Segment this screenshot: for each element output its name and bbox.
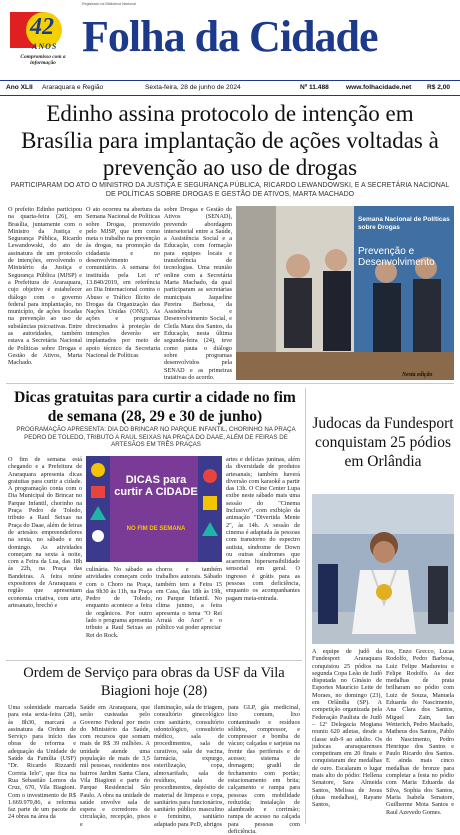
banner-title: Semana Nacional de Políticas sobre Drogas xyxy=(358,216,450,231)
edition-price: R$ 2,00 xyxy=(427,84,451,91)
banner-subtitle: Prevenção e Desenvolvimento xyxy=(358,246,435,268)
story2-column-3: choros e também trabalhos autorais. Sábado também tem a Feira 15 em Casa, das 18h às 19h, no Parque Infantil. No clima junino, a feira apresenta o tema "O Rei Arraiá do Ano" e o público vai poder apreciar xyxy=(156,566,222,632)
story3-column-2: tos, Enzo Grecco, Lucas Rodolfo, Pedro Barbosa, Luiz Felipe Madureira e Felipe Rodolfo. As dez medalhas de prata brilharam no pódio com Luiz de Souza, Manuela Eduarda do Nascimento, Ana Clara dos Santos, Miguel Zain, Ian Wetterich, Pedro Machado, Matheus dos Santos, Pablo do Nascimento, Pedro Henrique dos Santos e Paulo Ricardo dos Santos. E ainda mais cinco medalhas de bronze para completar a festa no pódio com Maria Eduarda da Silva, Sophia dos Santos, Maria Isabela Senatore, Guilherme Mota Santos e Raul Azevedo Gomes. xyxy=(386,648,454,816)
edition-number: Nº 11.488 xyxy=(300,84,329,91)
anniversary-badge xyxy=(6,8,76,78)
lead-headline: Edinho assina protocolo de intenção em Brasília para implantação de ações voltadas à prevenção ao uso de drogas xyxy=(21,101,439,180)
story4-column-1: Uma solenidade marcada para esta sexta-feira (28), às 8h30, marcará a assinatura da Ordem de Serviço para início das obras de reforma e adequação da Unidade de Saúde da Família (USF) "Dr. Ricardo Rizzardi Correia Ielo", que fica na Rua Sebastião Lemos da Cruz, 670, Vila Biagioni. Com o investimento de R$ 1.669.979,86, a reforma faz parte de um pacote de 24 obras na área da xyxy=(8,704,76,821)
badge-motto: Compromisso com a informação xyxy=(20,54,66,66)
story2-headline: Dicas gratuitas para curtir a cidade no fim de semana (28, 29 e 30 de junho) xyxy=(14,389,296,425)
edition-site[interactable]: www.folhacidade.net xyxy=(346,84,412,91)
edition-year: Ano XLII xyxy=(6,84,33,91)
badge-number: 42 xyxy=(30,14,54,40)
lead-subhead: PARTICIPARAM DO ATO O MINISTRO DA JUSTIÇA E SEGURANÇA PÚBLICA, RICARDO LEWANDOWSKI, E A SECRETÁRIA NACIONAL DE POLÍTICAS SOBRE DROGAS E GESTÃO DE ATIVOS, MARTA MACHADO xyxy=(10,182,450,198)
event-poster xyxy=(86,456,222,562)
lead-column-3: sobre Drogas e Gestão de Ativos (SENAD), prevendo abordagem intersetorial entre a Saúde, a Assistência Social e a Educação, com formação para equipes locais e transferência de tecnologias. Uma reunião online com a Secretária Marta Machado, da qual participaram as secretárias municipais Jaqueline Pereira Barbosa, da Assistência e Desenvolvimento Social, e Cleila Mara dos Santos, da Educação, nesta última segunda-feira (24), teve como pauta o diálogo sobre programas desenvolvidos pela SENAD e as primeiras tratativas do acordo. xyxy=(164,206,232,381)
story3-headline: Judocas da Fundesport conquistam 25 pódios em Orlândia xyxy=(312,415,454,470)
story2-column-1: O fim de semana está chegando e a Prefeitura de Araraquara apresenta dicas gratuitas para curtir a cidade. A programação conta com o Dia Municipal do Brincar no Parque Infantil, chorinho na Praça Pedro de Toledo, tributo a Raul Seixas na Praça do Daae, além de feiras de artesãos empreendedores na sexta, no sábado e no domingo. As atividades começam na sexta à noite, com a Feira da Lua, das 18h às 22h, na Praça das Bandeiras. A feira reúne expositores de Araraquara e região que apresentam economia criativa, com arte, artesanato, brechó e xyxy=(8,456,82,609)
story3-column-1: A equipe de judô da Fundesport Araraquara conquistou 25 pódios na segunda Copa Leão de Judô disputada no Ginásio de Esportes Maurício Leite de Moraes, no domingo (23), em Orlândia (SP). A competição organizada pela Federação Paulista de Judô – 12ª Delegacia Mogiana reuniu 620 atletas, desde a classe sub-9 ao adulto. Os judocas araraquarenses competiram em 20 finais e conquistaram dez medalhas de ouro. Escalaram o lugar mais alto do pódio: Hellena Senatore, Sara Almeida Santos, Melissa de Jesus (duas medalhas), Rayane Santos, xyxy=(312,648,382,809)
edition-region: Araraquara e Região xyxy=(42,84,104,91)
poster-subtitle: NO FIM DE SEMANA xyxy=(126,526,186,532)
judo-photo-illustration xyxy=(312,494,454,644)
story4-column-2: Saúde em Araraquara, que serão custeadas pelo Governo Federal por meio do Ministério da Saúde, com recursos que somam mais de R$ 39 milhões. A unidade atende uma população de mais de 3,5 mil pessoas, residentes nos bairros Jardim Santa Clara, Vila Biagioni e parte do Parque Residencial São Paulo. A obra na unidade de saúde envolve sala de espera e corredores de circulação, recepção, pisos e xyxy=(80,704,150,828)
lead-column-1: O prefeito Edinho participou na quarta-feira (26), em Brasília, juntamente com o Ministro da Justiça e Segurança Pública, Ricardo Lewandowski, do ato de assinatura de um protocolo de intenções, envolvendo o Ministério da Justiça e Segurança Pública (MJSP) e a Prefeitura de Araraquara, cujo objetivo é estabelecer diálogo com o governo federal para implantação, no município, de ações focadas na prevenção ao uso de substâncias psicoativas. Entre as autoridades, também estava a Secretária Nacional de Políticas sobre Drogas e Gestão de Ativos, Marta Machado. xyxy=(8,206,82,367)
registry-note: Registrado na Biblioteca Nacional xyxy=(82,2,136,6)
story2-column-2: culinária. No sábado as atividades começam cedo com o Choro na Praça, das 9h30 às 11h, na Praça Pedro de Toledo, enquanto acontece a feira de orgânicos. Por outro lado o programa apresenta tributo a Raul Seixas ao Rei do Rock. xyxy=(86,566,152,639)
lead-photo-illustration xyxy=(236,206,454,380)
story4-headline: Ordem de Serviço para obras da USF da Vila Biagioni hoje (28) xyxy=(23,665,285,699)
in-this-edition-label: Nesta edição xyxy=(402,372,433,378)
newspaper-title: Folha da Cidade xyxy=(82,12,378,61)
badge-label: ANOS xyxy=(32,42,58,51)
story2-kicker: PROGRAMAÇÃO APRESENTA: DIA DO BRINCAR NO PARQUE INFANTIL, CHORINHO NA PRAÇA PEDRO DE TOLEDO, TRIBUTO A RAUL SEIXAS NA PRAÇA DO DAAE, ALÉM DE FEIRAS DE ARTESÃOS EM TRÊS PRAÇAS xyxy=(16,426,296,449)
vertical-divider xyxy=(305,388,306,824)
event-poster-graphic xyxy=(86,456,222,562)
poster-title: DICAS para curtir A CIDADE xyxy=(114,474,198,498)
lead-column-2: O ato ocorreu na abertura da Semana Nacional de Políticas sobre Drogas, promovido pelo MJSP, que tem como meta o trabalho na prevenção às drogas, na promoção da cidadania e no desenvolvimento comunitário. A semana foi instituída pela Lei nº 13.840/2019, em referência ao Dia Internacional contra o Abuso e Tráfico Ilícito de Drogas da Organização das Nações Unidas (ONU). As ações e programas direcionados à proteção de intenções deverão ser implantados por meio de apoio técnico da Secretaria Nacional de Políticas xyxy=(86,206,160,359)
story2-column-4: artes e delícias juninas, além da diversidade de produtos artesanais; também haverá diversão com karaokê a partir das 13h. O Cine Center Lupa exibe neste sábado mais uma sessão do "Cinema Inclusivo", com exibição da animação "Divertida Mente 2", às 14h. A sessão de cinema é adaptada às pessoas com transtorno do espectro autista, síndrome de Down ou outras síndromes que acarretem hipersensibilidade sensorial em geral. O ingresso é grátis para as pessoas com deficiência, enquanto os acompanhantes pagam meia-entrada. xyxy=(226,456,300,602)
edition-date: Sexta-feira, 28 de junho de 2024 xyxy=(145,84,241,91)
divider-2 xyxy=(6,660,302,661)
divider-1 xyxy=(6,383,454,384)
edition-bar xyxy=(0,80,460,96)
judo-photo xyxy=(312,494,454,644)
story4-column-3: iluminação, sala de triagem, consultório ginecológico com sanitário, consultório odontológico, consultório médico, sala de procedimentos, sala de curativos, sala de vacina, farmácia, expurgo, esterilização, copa, almoxarifado, sala de resíduos, sala de procedimentos, depósito de material de limpeza e copa, sanitários para funcionários, sanitário público masculino e feminino, sanitário adaptado para PcD, abrigos xyxy=(154,704,224,828)
story4-column-4: para GLP, gás medicinal, lixo comum, lixo contaminado e resíduos sólidos, compressor, e compressor e bomba de vácuo; calçadas e sarjetas na frente das periferais e de acesso; sistema de drenagem; gradil de fechamento com portão; estacionamento em brita; calçamento e rampa para pessoas com mobilidade reduzida; instalação de alambrado e corrimão; rampa de acesso na calçada para pessoas com deficiência. xyxy=(228,704,300,835)
lead-photo xyxy=(236,206,454,380)
badge-years: 1982 · 2024 xyxy=(6,8,28,13)
